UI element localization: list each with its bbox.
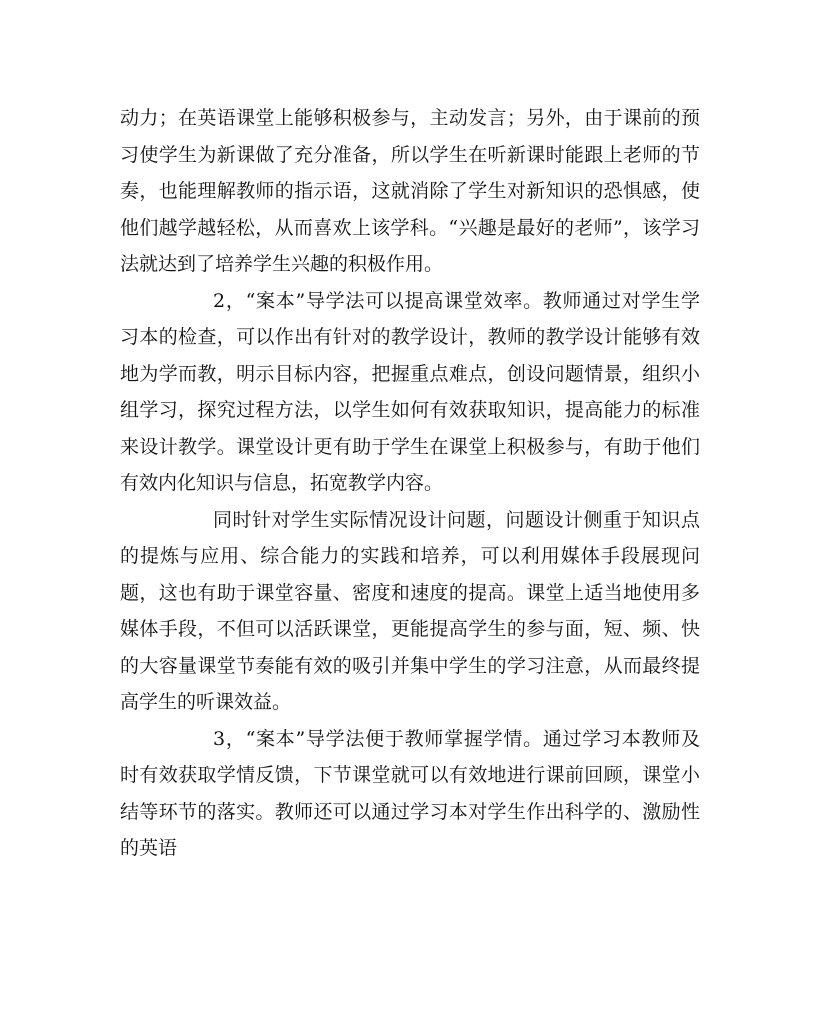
document-body <box>120 100 700 867</box>
paragraph-point-3: 3，“案本”导学法便于教师掌握学情。通过学习本教师及时有效获取学情反馈，下节课堂就可以有效地进行课前回顾，课堂小结等环节的落实。教师还可以通过学习本对学生作出科学的、激励性的英语 <box>120 727 700 859</box>
paragraph-continuation: 动力；在英语课堂上能够积极参与，主动发言；另外，由于课前的预习使学生为新课做了充分准备，所以学生在听新课时能跟上老师的节奏，也能理解教师的指示语，这就消除了学生对新知识的恐惧感，使他们越学越轻松，从而喜欢上该学科。“兴趣是最好的老师”，该学习法就达到了培养学生兴趣的积极作用。 <box>120 107 700 275</box>
paragraph-question-design: 同时针对学生实际情况设计问题，问题设计侧重于知识点的提炼与应用、综合能力的实践和培养，可以利用媒体手段展现问题，这也有助于课堂容量、密度和速度的提高。课堂上适当地使用多媒体手段，不但可以活跃课堂，更能提高学生的参与面，短、频、快的大容量课堂节奏能有效的吸引并集中学生的学习注意，从而最终提高学生的听课效益。 <box>120 508 700 713</box>
paragraph-point-2: 2，“案本”导学法可以提高课堂效率。教师通过对学生学习本的检查，可以作出有针对的教学设计，教师的教学设计能够有效地为学而教，明示目标内容，把握重点难点，创设问题情景，组织小组学习，探究过程方法，以学生如何有效获取知识，提高能力的标准来设计教学。课堂设计更有助于学生在课堂上积极参与，有助于他们有效内化知识与信息，拓宽教学内容。 <box>120 289 700 494</box>
